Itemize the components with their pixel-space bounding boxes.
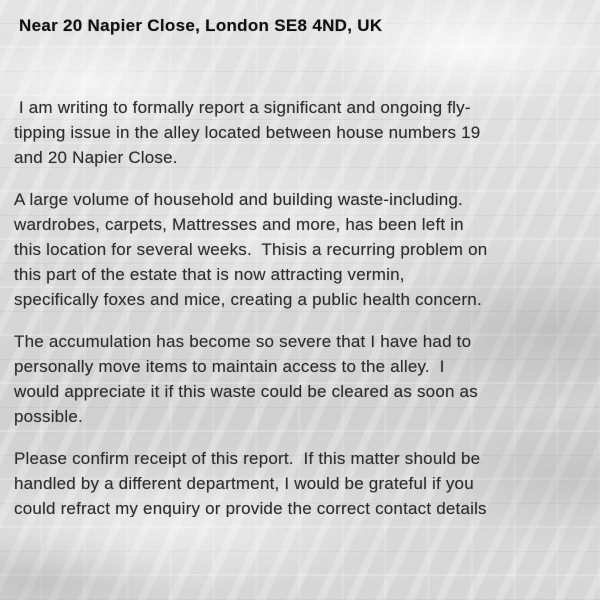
report-paragraph-3 [14, 329, 592, 429]
text-line: could refract my enquiry or provide the correct contact details [14, 499, 487, 517]
text-line: handled by a different department, I would be grateful if you [14, 474, 474, 493]
text-line: tipping issue in the alley located between house numbers 19 [14, 123, 481, 142]
text-line: A large volume of household and building waste-including. [14, 190, 463, 209]
text-line: specifically foxes and mice, creating a public health concern. [14, 290, 482, 309]
text-line: and 20 Napier Close. [14, 148, 178, 167]
text-line: I am writing to formally report a significant and ongoing fly- [14, 98, 471, 117]
text-line: Please confirm receipt of this report. If this matter should be [14, 449, 481, 468]
report-paragraph-1 [14, 95, 592, 170]
text-line: possible. [14, 407, 83, 426]
text-line: would appreciate it if this waste could be cleared as soon as [14, 382, 478, 401]
text-line: The accumulation has become so severe that I have had to [14, 332, 472, 351]
text-line: this location for several weeks. Thisis a recurring problem on [14, 240, 488, 259]
text-line: personally move items to maintain access to the alley. I [14, 357, 445, 376]
text-line: this part of the estate that is now attracting vermin, [14, 265, 405, 284]
report-paragraph-2 [14, 187, 592, 312]
report-location-title: Near 20 Napier Close, London SE8 4ND, UK [19, 16, 383, 35]
text-line: wardrobes, carpets, Mattresses and more, has been left in [14, 215, 464, 234]
report-paragraph-4 [14, 446, 592, 517]
report-body [14, 95, 592, 517]
